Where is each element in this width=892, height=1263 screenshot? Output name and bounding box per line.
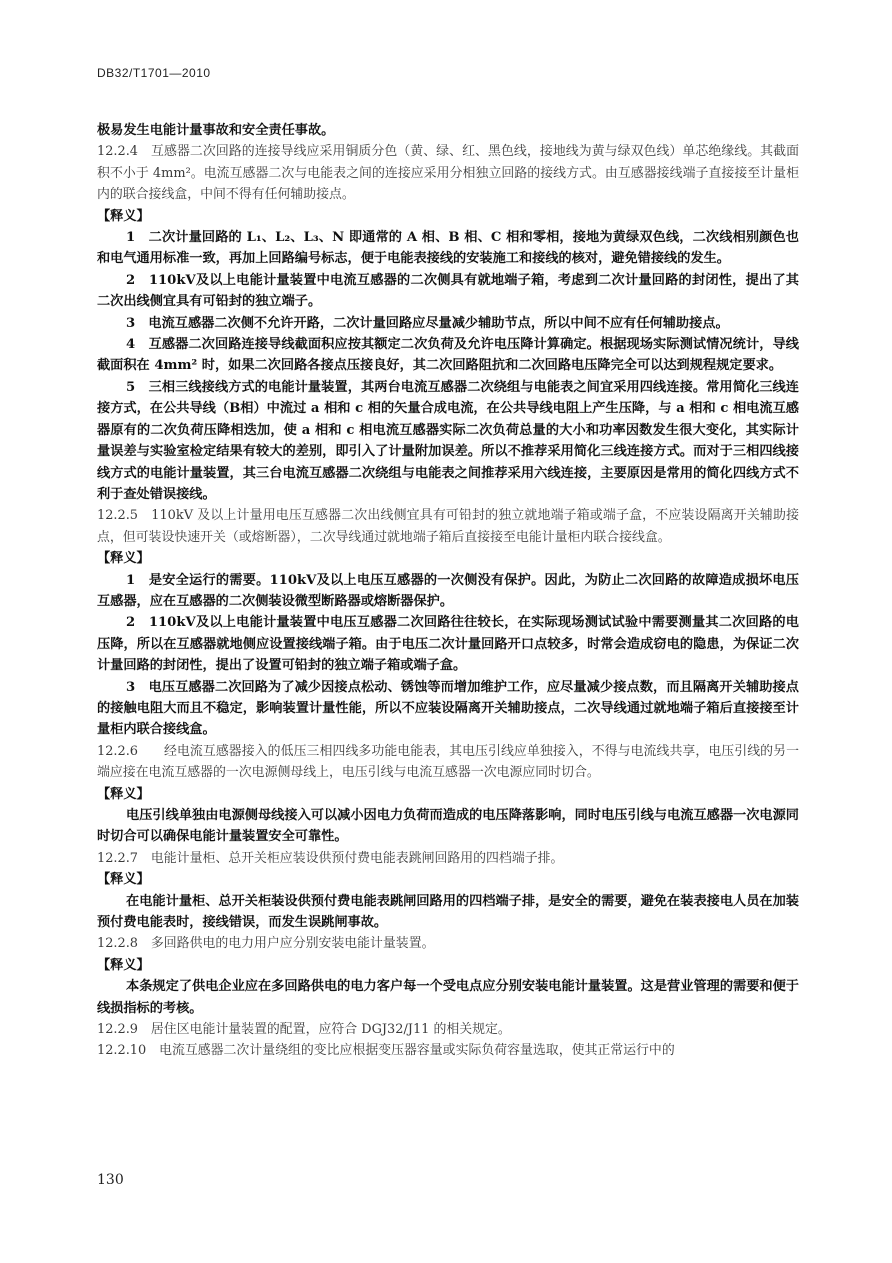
clause-paragraph: 12.2.9 居住区电能计量装置的配置，应符合 DGJ32/J11 的相关规定。 <box>97 1022 511 1038</box>
clause-paragraph: 12.2.5 110kV 及以上计量用电压互感器二次出线侧宜具有可铅封的独立就地端子箱或端子盒，不应装设隔离开关辅助接点，但可装设快速开关（或熔断器），二次导线通过就地端子箱后直接接至电能计量柜内联合接线盒。 <box>97 508 799 545</box>
interpretation-paragraph: 2 110kV及以上电能计量装置中电流互感器的二次侧具有就地端子箱，考虑到二次计量回路的封闭性，提出了其二次出线侧宜具有可铅封的独立端子。 <box>97 272 799 310</box>
interpretation-paragraph: 3 电压互感器二次回路为了减少因接点松动、锈蚀等而增加维护工作，应尽量减少接点数，而且隔离开关辅助接点的接触电阻大而且不稳定，影响装置计量性能，所以不应装设隔离开关辅助接点，二次导线通过就地端子箱后直接接至计量柜内联合接线盒。 <box>97 679 799 738</box>
interpretation-paragraph: 1 二次计量回路的 L₁、L₂、L₃、N 即通常的 A 相、B 相、C 相和零相，接地为黄绿双色线，二次线相别颜色也和电气通用标准一致，再加上回路编号标志，便于电能表接线的安装施工和接线的核对，避免错接线的发生。 <box>97 230 799 267</box>
interpretation-paragraph: 本条规定了供电企业应在多回路供电的电力客户每一个受电点应分别安装电能计量装置。这是营业管理的需要和便于线损指标的考核。 <box>97 979 799 1016</box>
interpretation-paragraph: 2 110kV及以上电能计量装置中电压互感器二次回路往往较长，在实际现场测试试验中需要测量其二次回路的电压降，所以在互感器就地侧应设置接线端子箱。由于电压二次计量回路开口点较多，时常会造成窃电的隐患，为保证二次计量回路的封闭性，提出了设置可铅封的独立端子箱或端子盒。 <box>97 615 799 674</box>
continuation-paragraph: 极易发生电能计量事故和安全责任事故。 <box>97 123 335 138</box>
interpretation-paragraph: 4 互感器二次回路连接导线截面积应按其额定二次负荷及允许电压降计算确定。根据现场实际测试情况统计，导线截面积在 4mm² 时，如果二次回路各接点压接良好，其二次回路阻抗和二次回路电压降完全可以达到规程规定要求。 <box>97 337 799 374</box>
interpretation-label: 【释义】 <box>97 551 150 567</box>
body-text <box>97 120 799 1062</box>
interpretation-label: 【释义】 <box>97 786 150 802</box>
clause-paragraph: 12.2.10 电流互感器二次计量绕组的变比应根据变压器容量或实际负荷容量选取，使其正常运行中的 <box>97 1043 675 1059</box>
document-code-header: DB32/T1701—2010 <box>97 66 211 80</box>
page-number: 130 <box>97 1172 124 1188</box>
interpretation-label: 【释义】 <box>97 957 150 973</box>
interpretation-paragraph: 1 是安全运行的需要。110kV及以上电压互感器的一次侧没有保护。因此，为防止二次回路的故障造成损坏电压互感器，应在互感器的二次侧装设微型断路器或熔断器保护。 <box>97 572 799 609</box>
interpretation-label: 【释义】 <box>97 208 150 224</box>
interpretation-paragraph: 电压引线单独由电源侧母线接入可以减小因电力负荷而造成的电压降落影响，同时电压引线与电流互感器一次电源同时切合可以确保电能计量装置安全可靠性。 <box>97 808 799 845</box>
interpretation-paragraph: 3 电流互感器二次侧不允许开路，二次计量回路应尽量减少辅助节点，所以中间不应有任何辅助接点。 <box>126 315 729 331</box>
clause-paragraph: 12.2.8 多回路供电的电力用户应分别安装电能计量装置。 <box>97 936 435 952</box>
clause-paragraph: 12.2.7 电能计量柜、总开关柜应装设供预付费电能表跳闸回路用的四档端子排。 <box>97 850 564 866</box>
clause-paragraph: 12.2.4 互感器二次回路的连接导线应采用铜质分色（黄、绿、红、黑色线，接地线为黄与绿双色线）单芯绝缘线。其截面积不小于 4mm²。电流互感器二次与电能表之间的连接应采用分相独立回路的接线方式。由互感器接线端子直接接至计量柜内的联合接线盒，中间不得有任何辅助接点。 <box>97 144 799 203</box>
clause-paragraph: 12.2.6 经电流互感器接入的低压三相四线多功能电能表，其电压引线应单独接入，不得与电流线共享，电压引线的另一端应接在电流互感器的一次电源侧母线上，电压引线与电流互感器一次电源应同时切合。 <box>97 743 799 781</box>
interpretation-label: 【释义】 <box>97 872 150 888</box>
interpretation-paragraph: 5 三相三线接线方式的电能计量装置，其两台电流互感器二次绕组与电能表之间宜采用四线连接。常用简化三线连接方式，在公共导线（B相）中流过 a 相和 c 相的矢量合成电流，在公共导线电阻上产生压降，与 a 相和 c 相电流互感器原有的二次负荷压降相迭加，使 a 相和 c 相电流互感器实际二次负荷总量的大小和功率因数发生很大变化，其实际计量误差与实验室检定结果有较大的差别，即引入了计量附加误差。所以不推荐采用简化三线连接方式。而对于三相四线接线方式的电能计量装置，其三台电流互感器二次绕组与电能表之间推荐采用六线连接，主要原因是常用的简化四线方式不利于查处错误接线。 <box>97 379 799 502</box>
interpretation-paragraph: 在电能计量柜、总开关柜装设供预付费电能表跳闸回路用的四档端子排，是安全的需要，避免在装表接电人员在加装预付费电能表时，接线错误，而发生误跳闸事故。 <box>97 893 799 931</box>
